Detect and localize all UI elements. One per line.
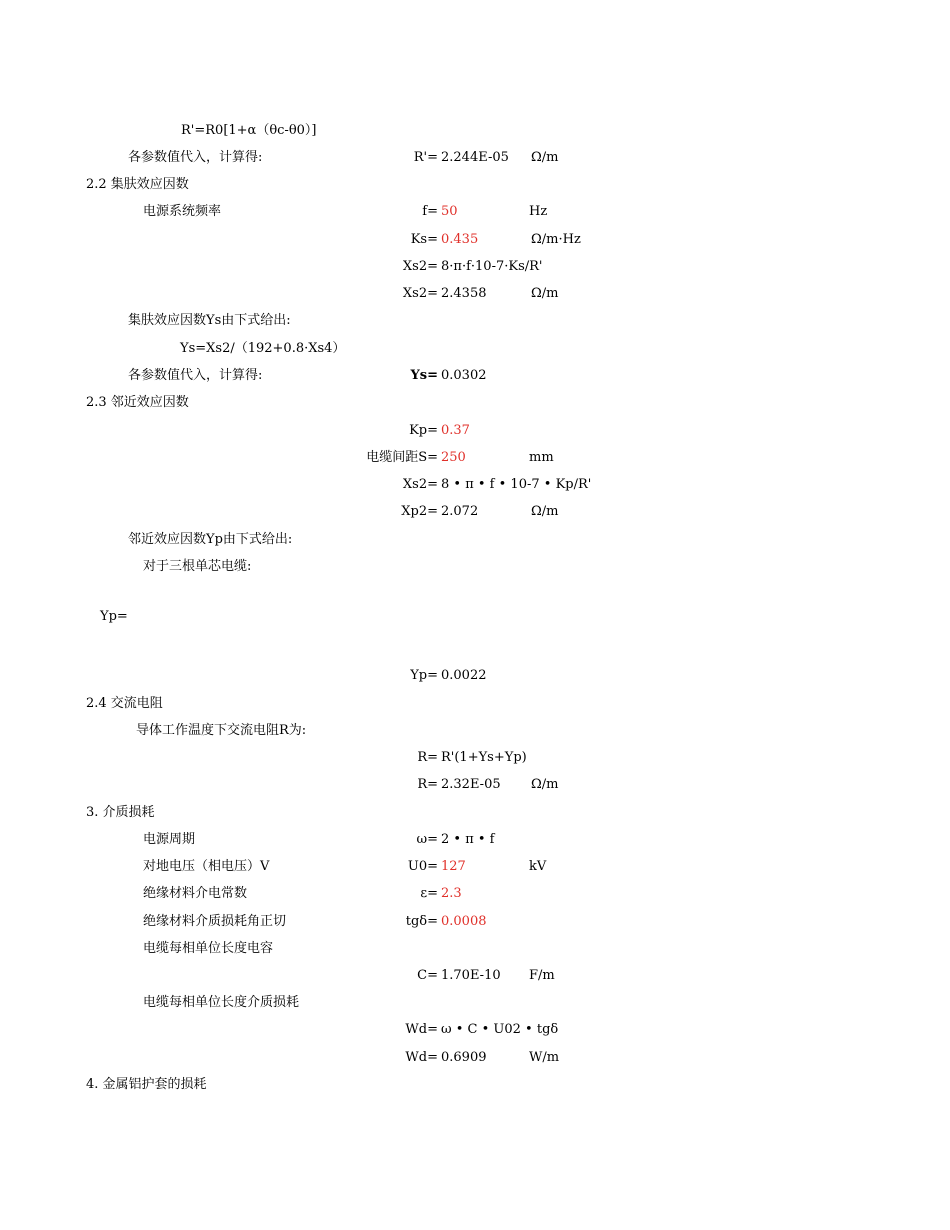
tg-delta-label: tgδ=	[405, 914, 438, 929]
yp-given-text: 邻近效应因数Yp由下式给出:	[128, 532, 293, 547]
xp2-unit: Ω/m	[531, 504, 559, 519]
omega-description: 电源周期	[143, 832, 196, 847]
u0-unit: kV	[529, 859, 547, 874]
kp-value: 0.37	[441, 423, 470, 438]
spacing-unit: mm	[529, 450, 554, 465]
r-prime-result-value: 2.244E-05	[441, 150, 509, 165]
r-prime-formula: R'=R0[1+α（θc-θ0）]	[181, 123, 317, 138]
ys-result-label: Ys=	[410, 368, 438, 383]
section-2-2-heading: 2.2 集肤效应因数	[86, 177, 189, 192]
section-4-heading: 4. 金属铝护套的损耗	[86, 1077, 207, 1092]
wd-result-unit: W/m	[529, 1050, 560, 1065]
spacing-label: 电缆间距S=	[366, 450, 438, 465]
ac-resistance-description: 导体工作温度下交流电阻R为:	[136, 723, 307, 738]
epsilon-value: 2.3	[441, 886, 462, 901]
r-formula-label: R=	[417, 750, 438, 765]
ys-given-text: 集肤效应因数Ys由下式给出:	[128, 313, 291, 328]
freq-value: 50	[441, 204, 458, 219]
ys-formula: Ys=Xs2/（192+0.8·Xs4）	[180, 341, 346, 356]
xp2-label: Xp2=	[401, 504, 438, 519]
capacitance-unit: F/m	[529, 968, 555, 983]
wd-formula: ω • C • U02 • tgδ	[441, 1022, 559, 1037]
xs2-result-label: Xs2=	[402, 286, 438, 301]
spacing-value: 250	[441, 450, 466, 465]
u0-value: 127	[441, 859, 466, 874]
yp-result-label: Yp=	[410, 668, 438, 683]
r-result-value: 2.32E-05	[441, 777, 501, 792]
wd-formula-label: Wd=	[405, 1022, 438, 1037]
ks-value: 0.435	[441, 232, 479, 247]
section-2-3-heading: 2.3 邻近效应因数	[86, 395, 189, 410]
capacitance-description: 电缆每相单位长度电容	[143, 941, 274, 956]
capacitance-label: C=	[417, 968, 438, 983]
tg-delta-description: 绝缘材料介质损耗角正切	[143, 914, 287, 929]
xs2b-formula-label: Xs2=	[402, 477, 438, 492]
ks-unit: Ω/m·Hz	[531, 232, 581, 247]
xs2-result-value: 2.4358	[441, 286, 487, 301]
section-2-4-heading: 2.4 交流电阻	[86, 696, 163, 711]
yp-formula-label: Yp=	[100, 609, 128, 624]
wd-result-label: Wd=	[405, 1050, 438, 1065]
xs2-formula: 8·π·f·10-7·Ks/R'	[441, 259, 543, 274]
epsilon-label: ε=	[420, 886, 438, 901]
tg-delta-value: 0.0008	[441, 914, 487, 929]
xs2-result-unit: Ω/m	[531, 286, 559, 301]
epsilon-description: 绝缘材料介电常数	[143, 886, 248, 901]
r-result-label: R=	[417, 777, 438, 792]
xs2-formula-label: Xs2=	[402, 259, 438, 274]
ys-calc-label: 各参数值代入，计算得:	[128, 368, 263, 383]
section-3-heading: 3. 介质损耗	[86, 805, 155, 820]
kp-label: Kp=	[409, 423, 438, 438]
omega-formula: 2 • π • f	[441, 832, 495, 847]
ys-result-value: 0.0302	[441, 368, 487, 383]
dielectric-loss-description: 电缆每相单位长度介质损耗	[143, 995, 300, 1010]
xs2b-formula: 8 • π • f • 10-7 • Kp/R'	[441, 477, 592, 492]
capacitance-value: 1.70E-10	[441, 968, 501, 983]
xp2-value: 2.072	[441, 504, 479, 519]
freq-label: f=	[422, 204, 438, 219]
u0-label: U0=	[407, 859, 438, 874]
freq-unit: Hz	[529, 204, 548, 219]
r-calc-label: 各参数值代入，计算得:	[128, 150, 263, 165]
r-prime-result-label: R'=	[413, 150, 438, 165]
u0-description: 对地电压（相电压）V	[143, 859, 270, 874]
wd-result-value: 0.6909	[441, 1050, 487, 1065]
r-result-unit: Ω/m	[531, 777, 559, 792]
yp-result-value: 0.0022	[441, 668, 487, 683]
omega-label: ω=	[416, 832, 438, 847]
ks-label: Ks=	[410, 232, 438, 247]
r-prime-result-unit: Ω/m	[531, 150, 559, 165]
r-formula: R'(1+Ys+Yp)	[441, 750, 527, 765]
yp-three-core-text: 对于三根单芯电缆:	[143, 559, 252, 574]
freq-description: 电源系统频率	[143, 204, 222, 219]
